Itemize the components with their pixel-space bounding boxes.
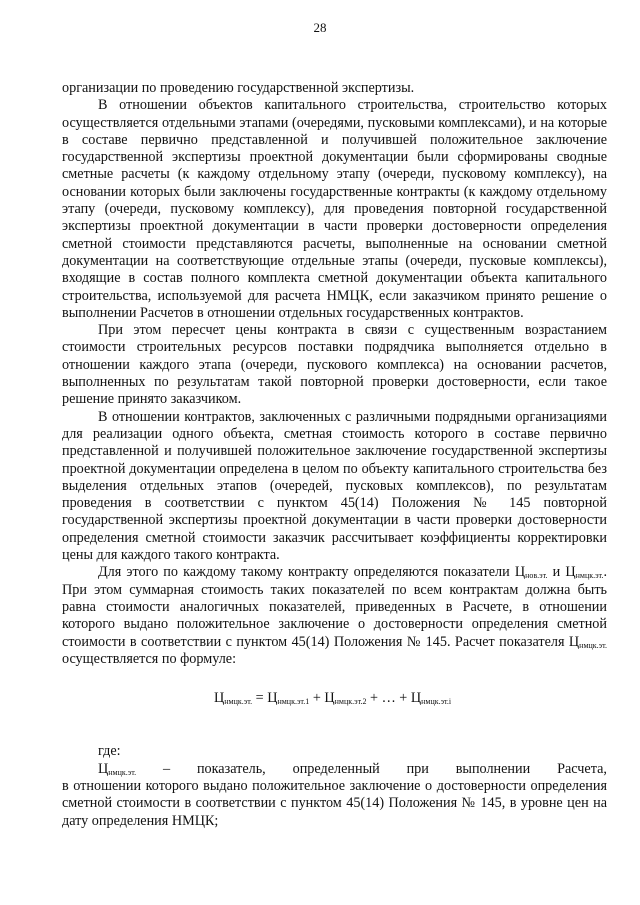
formula-lhs: Ц — [214, 690, 225, 707]
definition-word-3: при — [406, 760, 429, 777]
p5-text-4: осуществляется по формуле: — [62, 650, 237, 667]
formula-termi-sub: нмцк.эт.i — [421, 697, 452, 707]
p5-text-3: . При этом суммарная стоимость таких показателей по всем контрактам должна быть равна стоимости аналогичных показателей, приведенных в Расчете, в отношении которого выдано положительное заключение о достоверности определения сметной стоимости в соответствии с пунктом 45(14) Положения № 145. Расчет показателя Ц — [62, 564, 607, 650]
definition-continuation: в отношении которого выдано положительное заключение о достоверности определения сметной стоимости в соответствии с пунктом 45(14) Положения № 145, в уровне цен на дату определения НМЦК; — [62, 777, 607, 829]
p5-sub-1: нов.эт. — [525, 571, 548, 581]
formula-lhs-sub: нмцк.эт. — [224, 697, 253, 707]
formula-term1-sub: нмцк.эт.1 — [277, 697, 310, 707]
definition-first-line — [98, 761, 607, 778]
paragraph-1: организации по проведению государственной экспертизы. — [62, 80, 415, 96]
formula-dots: + … + Ц — [366, 690, 422, 707]
paragraph-2: В отношении объектов капитального строительства, строительство которых осуществляется отдельными этапами (очередями, пусковыми комплексами), и на которые в составе первично представленной и получившей положительное заключение государственной экспертизы проектной документации были сформированы сводные сметные расчеты (к каждому отдельному этапу (очереди, пусковому комплексу), на основании которых были заключены государственные контракты (к каждому отдельному этапу (очереди, пусковому комплексу), для проведения повторной государственной экспертизы проектной документации в части проверки достоверности определения сметной стоимости представляются расчеты, выполненные на основании сметной документации на соответствующие отдельные этапы (очереди, пусковые комплексы), входящие в состав полного комплекта сметной документации объекта капитального строительства, используемой для расчета НМЦК, если заказчиком принято решение о выполнении Расчетов в отношении отдельных государственных контрактов. — [62, 97, 607, 321]
paragraph-5 — [62, 564, 607, 668]
formula-eq: = Ц — [252, 690, 278, 707]
definition-word-2: определенный — [292, 760, 380, 777]
definition-dash: – — [162, 760, 171, 777]
definition-line — [98, 761, 607, 778]
formula — [62, 690, 607, 707]
formula-term2-sub: нмцк.эт.2 — [334, 697, 367, 707]
definition-word-1: показатель, — [196, 760, 266, 777]
page-number: 28 — [313, 20, 327, 35]
paragraph-4: В отношении контрактов, заключенных с различными подрядными организациями для реализации одного объекта, сметная стоимость которого в составе первично представленной и получившей положительное заключение государственной экспертизы проектной документации определена в целом по объекту капитального строительства без выделения отдельных этапов (очередей, пусковых комплексов), по результатам проведения в соответствии с пунктом 45(14) Положения № 145 повторной государственной экспертизы проектной документации в части проверки достоверности определения сметной стоимости заказчик рассчитывает коэффициенты корректировки цены для каждого такого контракта. — [62, 408, 607, 564]
document-body — [62, 80, 607, 830]
p5-text-2: и Ц — [547, 564, 576, 581]
where-label: где: — [98, 743, 121, 760]
paragraph-3: При этом пересчет цены контракта в связи с существенным возрастанием стоимости строительных ресурсов поставки подрядчика выполняется отдельно в отношении каждого этапа (очереди, пускового комплекса) на основании расчетов, выполненных по результатам такой повторной проверки достоверности, если такое решение принято заказчиком. — [62, 322, 607, 408]
p5-sub-3: нмцк.эт. — [579, 640, 607, 650]
definition-word-5: Расчета, — [557, 760, 607, 777]
definition-symbol-sub: нмцк.эт. — [108, 767, 137, 777]
p5-sub-2: нмцк.эт. — [575, 571, 604, 581]
definition-word-4: выполнении — [455, 760, 531, 777]
definition-symbol-letter: Ц — [98, 760, 109, 777]
p5-text-1: Для этого по каждому такому контракту определяются показатели Ц — [98, 564, 526, 581]
definition-symbol — [98, 761, 136, 778]
formula-plus: + Ц — [309, 690, 335, 707]
